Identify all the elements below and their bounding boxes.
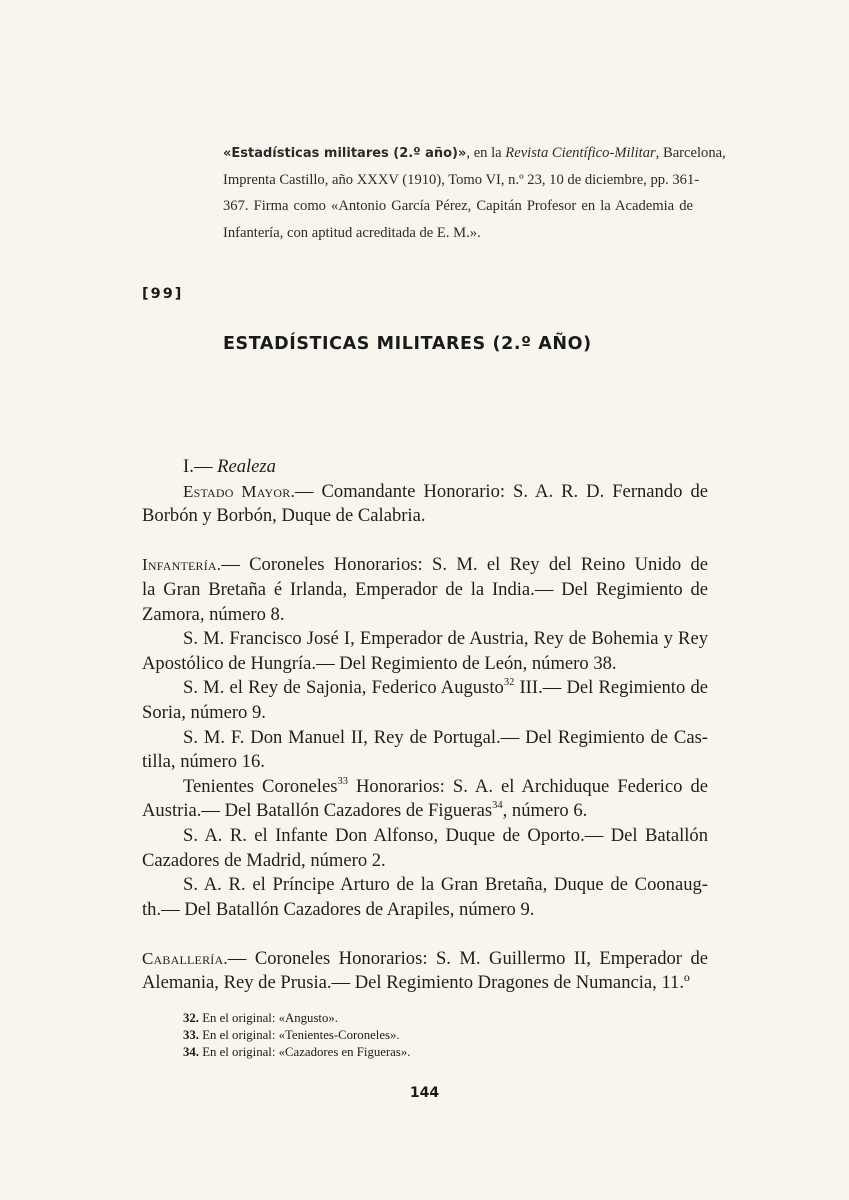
paragraph-tenientes: Tenientes Coroneles$^{33}$ Honorarios: S. A. el Archiduque Federico de Austria.— Del Batallón Cazadores de Figueras$^{34}$, número 6. — [142, 775, 708, 822]
footnote-ref-32[interactable]: 32 — [503, 677, 515, 689]
footnotes — [183, 1010, 583, 1061]
footnote-34: 34. En el original: «Cazadores en Figueras». — [183, 1045, 411, 1059]
footnote-33: 33. En el original: «Tenientes-Coroneles». — [183, 1028, 400, 1042]
footnote-32: 32. En el original: «Angusto». — [183, 1011, 338, 1025]
source-note: «Estadísticas militares (2.º año)», en la Revista Científico-Militar, Barcelona, Imprenta Castillo, año XXXV (1910), Tomo VI, n.º 23, 10 de diciembre, pp. 361- 367. Firma como «Antonio García Pérez, Capitán Profesor en la Academia de Infantería, con aptitud acreditada de E. M.». — [223, 145, 726, 241]
paragraph-austria: S. M. Francisco José I, Emperador de Austria, Rey de Bohemia y Rey Apostólico de Hungría.— Del Regimiento de León, número 38. — [142, 628, 708, 674]
paragraph-caballeria: Caballería.— Coroneles Honorarios: S. M. Guillermo II, Emperador de Alemania, Rey de Prusia.— Del Regimiento Dragones de Numancia, 11.º — [142, 947, 708, 994]
paragraph-arturo: S. A. R. el Príncipe Arturo de la Gran Bretaña, Duque de Coonaug- th.— Del Batallón Cazadores de Arapiles, número 9. — [142, 874, 708, 920]
paragraph-infanteria: Infantería.— Coroneles Honorarios: S. M. el Rey del Reino Unido de la Gran Bretaña é Irlanda, Emperador de la India.— Del Regimiento de Zamora, número 8. — [142, 554, 708, 625]
source-title: «Estadísticas militares (2.º año)» — [223, 146, 467, 161]
paragraph-estado-mayor: Estado Mayor.— Comandante Honorario: S. A. R. D. Fernando de Borbón y Borbón, Duque de Calabria. — [142, 480, 708, 527]
paragraph-sajonia: S. M. el Rey de Sajonia, Federico Augusto$^{32}$ III.— Del Regimiento de Soria, número 9. — [142, 677, 708, 723]
page-number: 144 — [409, 1085, 440, 1101]
main-text — [142, 455, 708, 996]
page-title: ESTADÍSTICAS MILITARES (2.º AÑO) — [223, 334, 592, 354]
paragraph-oporto: S. A. R. el Infante Don Alfonso, Duque de Oporto.— Del Batallón Cazadores de Madrid, número 2. — [142, 824, 708, 871]
footnote-ref-33[interactable]: 33 — [337, 775, 348, 787]
section-heading: I.— Realeza — [183, 456, 276, 477]
entry-number: [99] — [142, 286, 184, 302]
footnote-ref-34[interactable]: 34 — [492, 800, 503, 812]
journal-name: Revista Científico-Militar — [505, 145, 656, 161]
paragraph-portugal: S. M. F. Don Manuel II, Rey de Portugal.— Del Regimiento de Cas- tilla, número 16. — [142, 726, 708, 773]
